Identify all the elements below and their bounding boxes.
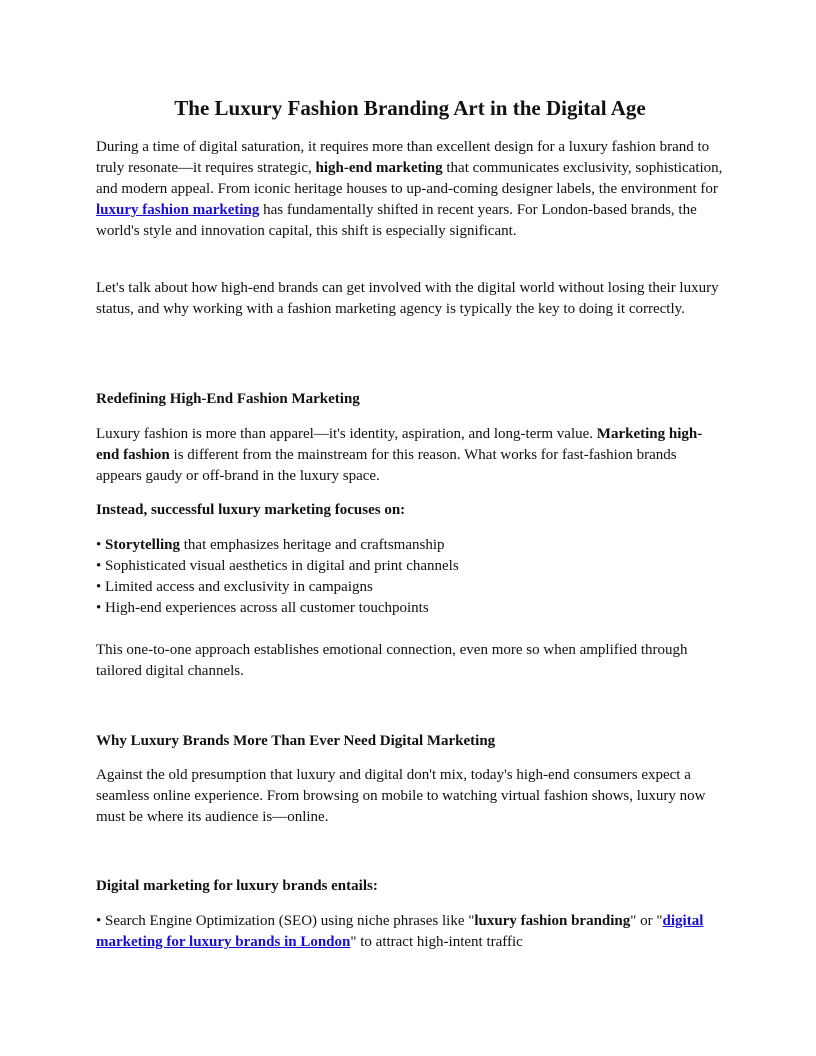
intro-paragraph-2: Let's talk about how high-end brands can get involved with the digital world without losing their luxury status, and why working with a fashion marketing agency is typically the key to doing it correctly. xyxy=(96,280,719,317)
intro-bold-high-end-marketing: high-end marketing xyxy=(315,160,443,176)
bullet-item-storytelling xyxy=(96,535,724,556)
section1-paragraph-2: This one-to-one approach establishes emotional connection, even more so when amplified through tailored digital channels. xyxy=(96,642,688,679)
page-title: The Luxury Fashion Branding Art in the Digital Age xyxy=(174,96,646,120)
digital-marketing-london-link[interactable]: digital marketing for luxury brands in London xyxy=(96,913,704,950)
section1-subheading: Instead, successful luxury marketing focuses on: xyxy=(96,502,406,518)
section2-paragraph-1: Against the old presumption that luxury and digital don't mix, today's high-end consumers expect a seamless online experience. From browsing on mobile to watching virtual fashion shows, luxury now must be where its audience is—online. xyxy=(96,767,706,825)
bullet-item-visual-aesthetics: • Sophisticated visual aesthetics in digital and print channels xyxy=(96,558,459,574)
section1-bold-marketing-high-end: Marketing high-end fashion xyxy=(96,426,703,463)
intro-text-3: has fundamentally shifted in recent years. For London-based brands, the world's style and innovation capital, this shift is especially significant. xyxy=(96,202,697,239)
luxury-fashion-marketing-link[interactable]: luxury fashion marketing xyxy=(96,202,260,218)
section1-bullet-list xyxy=(96,535,724,619)
section1-paragraph-1 xyxy=(96,424,724,487)
seo-text-3: " to attract high-intent traffic xyxy=(350,934,523,950)
bullet-marker: • xyxy=(96,537,106,553)
bullet-bold-storytelling: Storytelling xyxy=(105,537,181,553)
seo-text-1: • Search Engine Optimization (SEO) using niche phrases like " xyxy=(96,913,475,929)
intro-text-1: During a time of digital saturation, it requires more than excellent design for a luxury fashion brand to truly resonate—it requires strategic, xyxy=(96,139,710,176)
section1-text-2: is different from the mainstream for this reason. What works for fast-fashion brands appears gaudy or off-brand in the luxury space. xyxy=(96,447,677,484)
section-heading-digital-marketing-entails: Digital marketing for luxury brands entails: xyxy=(96,878,378,894)
section-heading-redefining: Redefining High-End Fashion Marketing xyxy=(96,391,360,407)
section-heading-why-luxury: Why Luxury Brands More Than Ever Need Digital Marketing xyxy=(96,733,496,749)
section1-text-1: Luxury fashion is more than apparel—it's identity, aspiration, and long-term value. xyxy=(96,426,597,442)
seo-text-2: " or " xyxy=(630,913,663,929)
intro-paragraph-1 xyxy=(96,137,724,242)
bullet-text: that emphasizes heritage and craftsmanship xyxy=(180,537,445,553)
section3-bullet-seo xyxy=(96,911,724,953)
bullet-item-high-end-experiences: • High-end experiences across all customer touchpoints xyxy=(96,600,429,616)
bullet-item-limited-access: • Limited access and exclusivity in campaigns xyxy=(96,579,373,595)
seo-bold-luxury-fashion-branding: luxury fashion branding xyxy=(474,913,631,929)
intro-text-2: that communicates exclusivity, sophistication, and modern appeal. From iconic heritage houses to up-and-coming designer labels, the environment for xyxy=(96,160,723,197)
